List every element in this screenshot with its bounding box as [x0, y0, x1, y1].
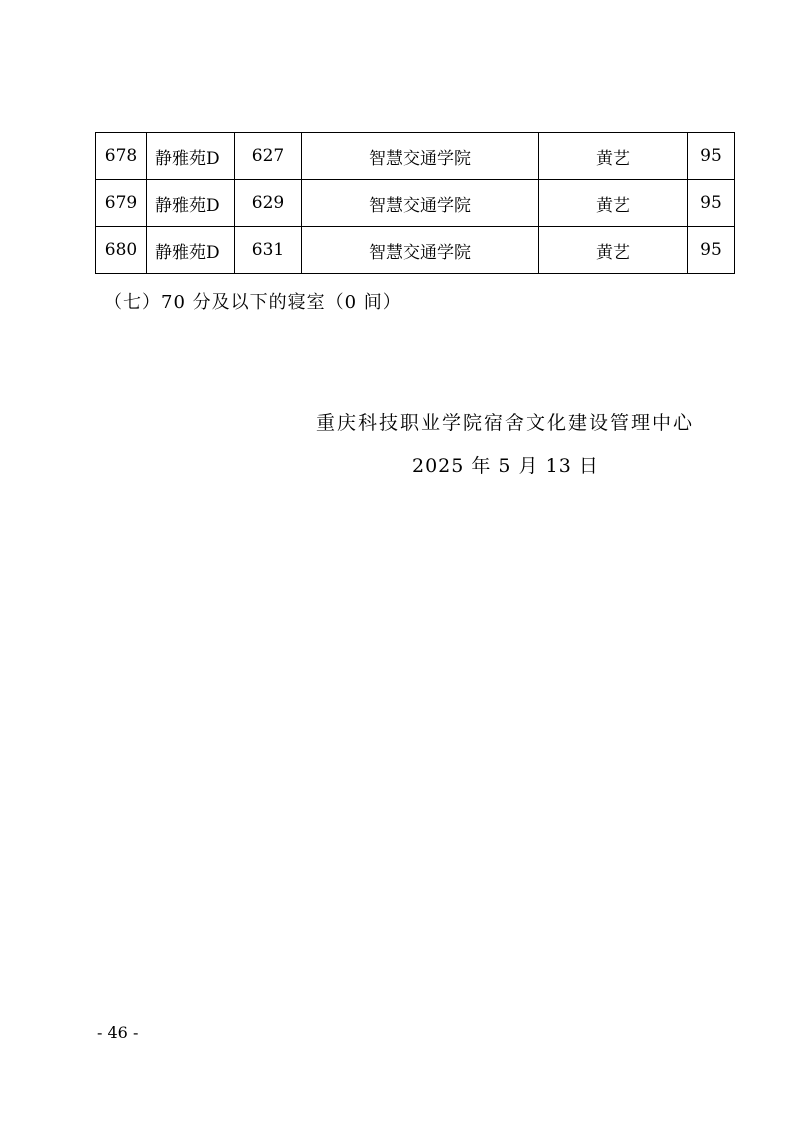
row-number-cell: 680 [96, 227, 147, 274]
building-cell: 静雅苑D [147, 180, 235, 227]
row-number-cell: 679 [96, 180, 147, 227]
building-cell: 静雅苑D [147, 227, 235, 274]
section-heading: （七）70 分及以下的寝室（0 间） [104, 292, 402, 313]
person-cell: 黄艺 [539, 180, 688, 227]
table-row [96, 227, 735, 274]
row-number-cell: 678 [96, 133, 147, 180]
score-cell: 95 [688, 133, 735, 180]
score-cell: 95 [688, 227, 735, 274]
table-row [96, 180, 735, 227]
room-cell: 627 [235, 133, 302, 180]
room-cell: 629 [235, 180, 302, 227]
page-number: - 46 - [97, 1023, 139, 1042]
college-cell: 智慧交通学院 [302, 227, 539, 274]
college-cell: 智慧交通学院 [302, 180, 539, 227]
college-cell: 智慧交通学院 [302, 133, 539, 180]
issuing-organization: 重庆科技职业学院宿舍文化建设管理中心 [316, 412, 695, 434]
person-cell: 黄艺 [539, 133, 688, 180]
room-cell: 631 [235, 227, 302, 274]
table-row [96, 133, 735, 180]
score-cell: 95 [688, 180, 735, 227]
person-cell: 黄艺 [539, 227, 688, 274]
dormitory-score-table [95, 132, 735, 274]
issue-date: 2025 年 5 月 13 日 [412, 455, 599, 477]
building-cell: 静雅苑D [147, 133, 235, 180]
